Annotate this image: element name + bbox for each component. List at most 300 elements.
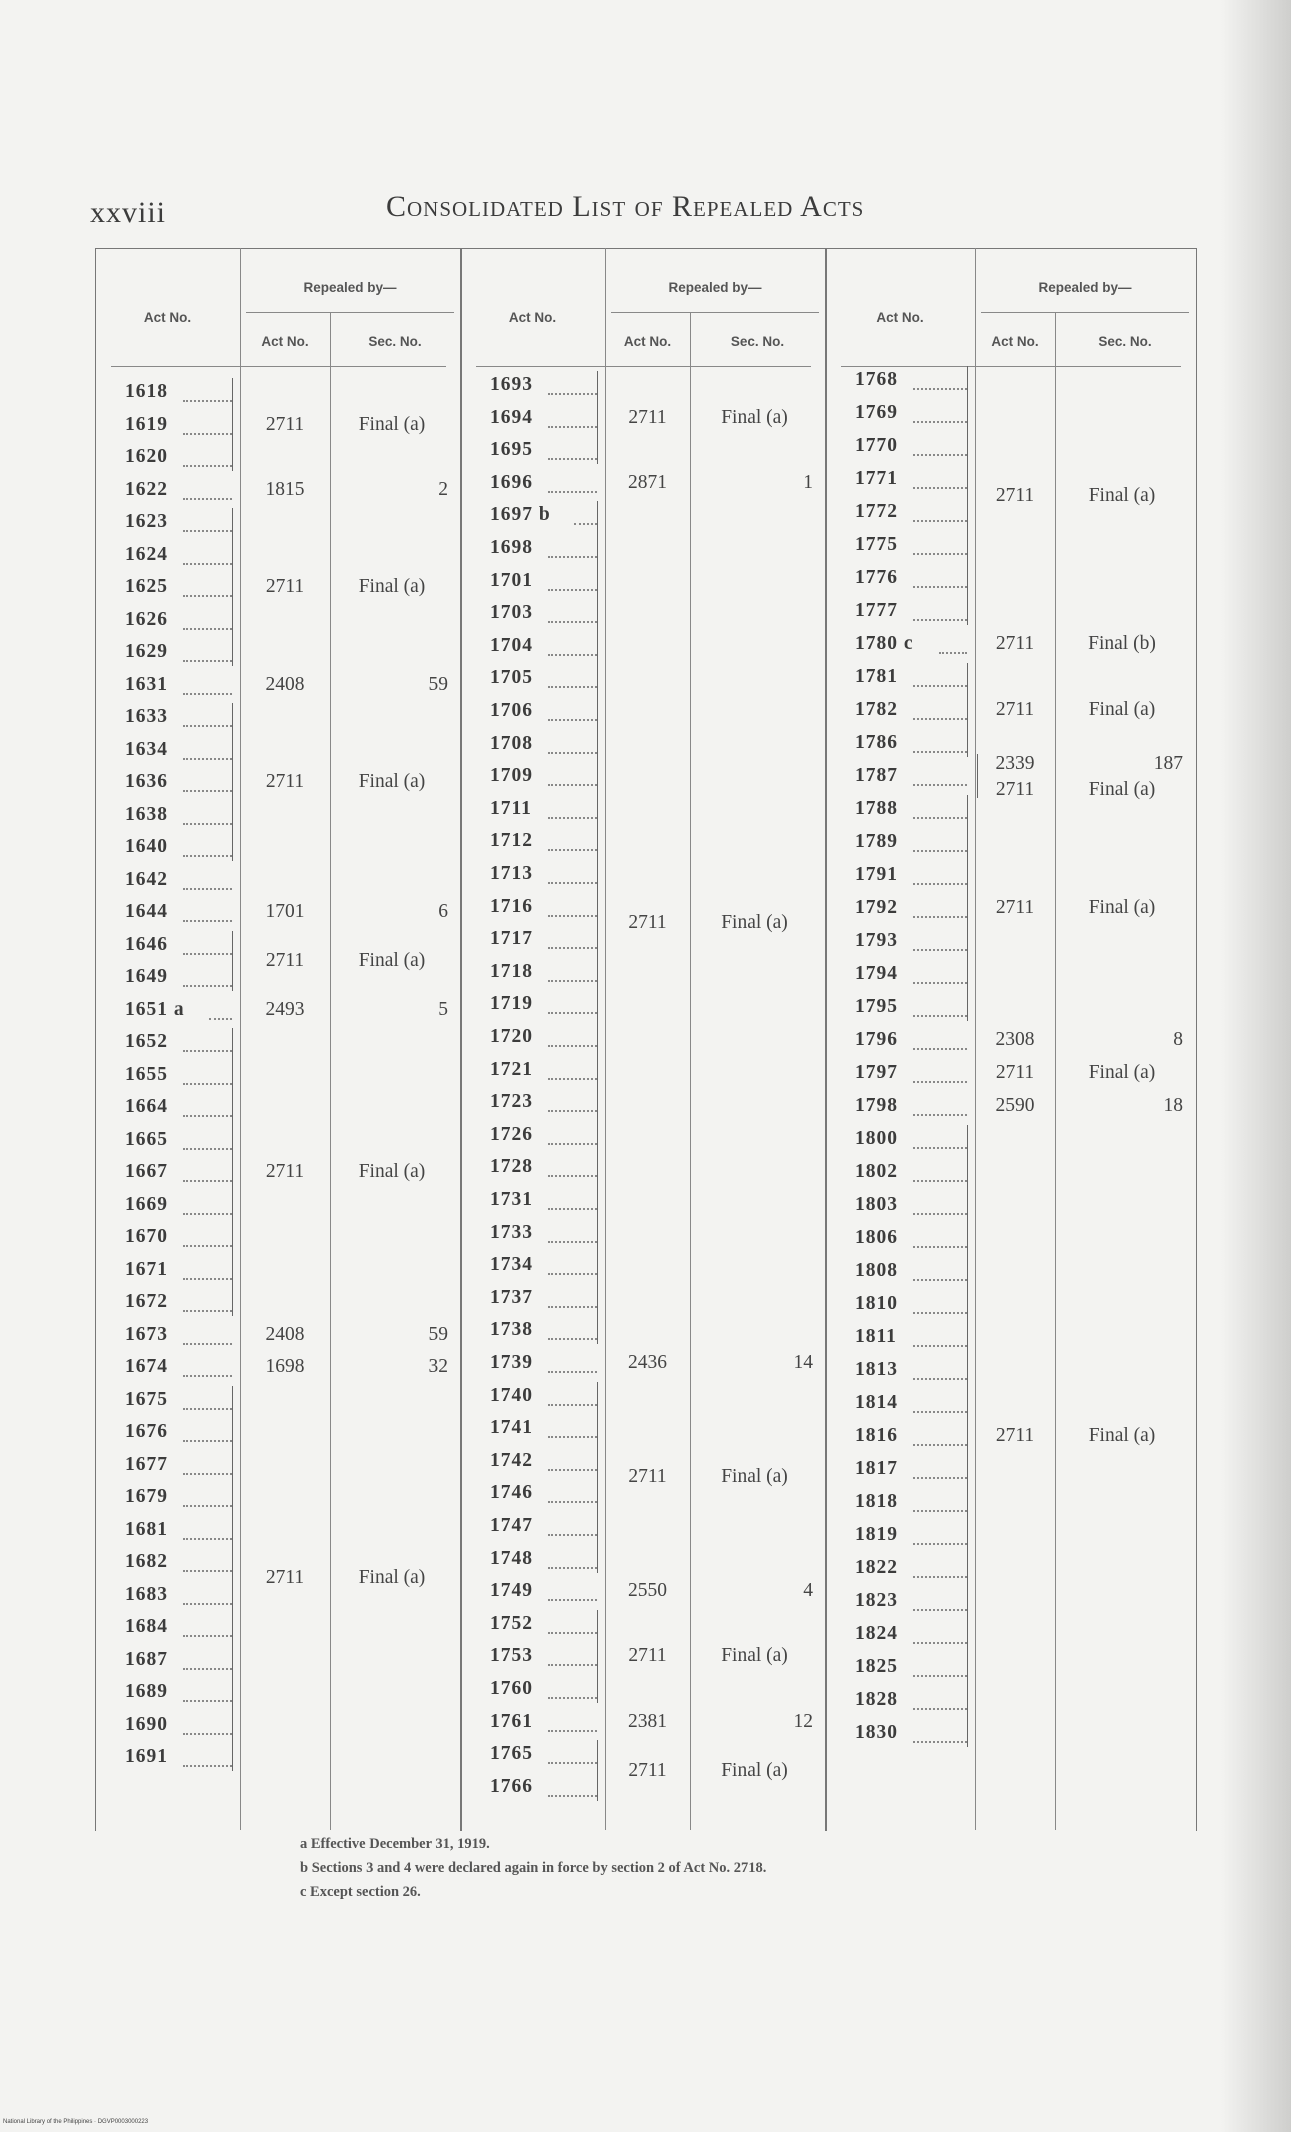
act-number: 1734	[490, 1254, 533, 1276]
leader-dots	[183, 1278, 232, 1280]
act-number: 1640	[125, 836, 168, 857]
repealing-act-number: 2711	[628, 1466, 667, 1488]
act-number: 1682	[125, 1551, 168, 1572]
act-number: 1669	[125, 1193, 168, 1215]
act-number: 1633	[125, 706, 168, 727]
repealing-section-number: Final (a)	[1088, 699, 1156, 720]
act-number: 1644	[125, 901, 168, 922]
act-number: 1623	[125, 511, 168, 532]
repealing-section-number: Final (a)	[721, 1466, 788, 1488]
repealing-section-number: Final (a)	[721, 1759, 788, 1781]
act-number: 1791	[855, 864, 898, 885]
leader-dots	[548, 1208, 597, 1210]
act-number: 1689	[125, 1681, 168, 1702]
leader-dots	[548, 980, 597, 982]
leader-dots	[913, 1510, 967, 1512]
leader-dots	[183, 1375, 232, 1377]
leader-dots	[548, 1469, 597, 1471]
leader-dots	[183, 628, 232, 630]
leader-dots	[548, 1501, 597, 1503]
act-number: 1819	[855, 1524, 898, 1545]
act-number: 1824	[855, 1623, 898, 1644]
page-title: Consolidated List of Repealed Acts	[386, 190, 865, 223]
act-number: 1830	[855, 1722, 898, 1743]
scan-credit: National Library of the Philippines · DGVP0003000223	[3, 2119, 149, 2125]
leader-dots	[548, 491, 597, 493]
leader-dots	[548, 1664, 597, 1666]
leader-dots	[183, 563, 232, 565]
act-number: 1761	[490, 1710, 533, 1732]
repealing-act-number: 2308	[995, 1029, 1035, 1050]
leader-dots	[913, 454, 967, 456]
repealing-section-number: Final (a)	[1088, 1425, 1156, 1446]
group-brace	[597, 501, 603, 1344]
act-number: 1676	[125, 1421, 168, 1442]
leader-dots	[548, 947, 597, 949]
repealing-act-number: 2711	[265, 771, 305, 792]
footnote-a: a Effective December 31, 1919.	[300, 1836, 490, 1852]
leader-dots	[913, 1444, 967, 1446]
act-number: 1720	[490, 1026, 533, 1047]
act-number: 1706	[490, 700, 533, 721]
repealing-act-number: 2711	[995, 897, 1035, 918]
page-number: xxviii	[90, 196, 167, 229]
repealing-act-number: 2711	[265, 576, 305, 597]
act-number: 1788	[855, 798, 898, 819]
act-number: 1777	[855, 600, 898, 621]
act-number: 1636	[125, 771, 168, 792]
repealing-act-number: 2711	[265, 413, 305, 435]
act-number: 1716	[490, 895, 533, 917]
act-number: 1674	[125, 1356, 168, 1377]
leader-dots	[183, 1180, 232, 1182]
act-number: 1803	[855, 1194, 898, 1215]
act-number: 1739	[490, 1352, 533, 1373]
act-number: 1646	[125, 933, 168, 955]
act-number: 1742	[490, 1449, 533, 1471]
act-number: 1738	[490, 1319, 533, 1341]
group-brace	[232, 703, 238, 861]
repealing-section-number: Final (a)	[721, 406, 788, 428]
repealing-section-number: 4	[803, 1580, 813, 1602]
repealing-act-number: 2493	[265, 998, 305, 1020]
leader-dots	[183, 400, 232, 402]
leader-dots	[913, 1543, 967, 1545]
repealing-section-number: Final (a)	[358, 771, 426, 792]
act-number: 1629	[125, 641, 168, 662]
leader-dots	[548, 1306, 597, 1308]
act-number: 1728	[490, 1156, 533, 1178]
repealing-act-number: 2711	[265, 949, 305, 971]
leader-dots	[209, 1018, 232, 1020]
act-number: 1765	[490, 1743, 533, 1765]
act-number: 1719	[490, 993, 533, 1015]
leader-dots	[913, 619, 967, 621]
act-number: 1822	[855, 1557, 898, 1578]
header-repealed-by: Repealed by—	[668, 280, 762, 295]
leader-dots	[913, 1345, 967, 1347]
act-number: 1798	[855, 1095, 898, 1116]
leader-dots	[913, 388, 967, 390]
leader-dots	[183, 1245, 232, 1247]
leader-dots	[183, 465, 232, 467]
leader-dots	[913, 751, 967, 753]
header-sub-sec-no: Sec. No.	[1098, 334, 1152, 349]
leader-dots	[183, 1733, 232, 1735]
group-brace	[597, 1382, 603, 1573]
act-number: 1642	[125, 868, 168, 890]
leader-dots	[548, 1175, 597, 1177]
act-number: 1795	[855, 996, 898, 1017]
repealing-act-number: 2590	[995, 1095, 1035, 1116]
act-number: 1701	[490, 569, 533, 591]
leader-dots	[183, 855, 232, 857]
act-number: 1709	[490, 765, 533, 787]
act-number: 1684	[125, 1616, 168, 1637]
leader-dots	[183, 1635, 232, 1637]
act-number: 1703	[490, 602, 533, 624]
leader-dots	[913, 883, 967, 885]
leader-dots	[548, 719, 597, 721]
header-rule	[981, 312, 1189, 313]
leader-dots	[183, 1668, 232, 1670]
repealing-section-number: 2	[438, 478, 448, 500]
leader-dots	[548, 1697, 597, 1699]
leader-dots	[183, 595, 232, 597]
leader-dots	[913, 1246, 967, 1248]
group-brace	[967, 663, 973, 757]
column-divider	[975, 248, 976, 1830]
leader-dots	[548, 458, 597, 460]
act-number: 1618	[125, 381, 168, 402]
repealing-act-number: 2711	[995, 779, 1035, 800]
repealing-act-number: 2711	[995, 484, 1035, 506]
leader-dots	[913, 850, 967, 852]
leader-dots	[183, 1700, 232, 1702]
leader-dots	[548, 752, 597, 754]
act-number: 1731	[490, 1189, 533, 1210]
repealing-act-number: 2711	[995, 633, 1035, 654]
leader-dots	[183, 920, 232, 922]
act-number: 1817	[855, 1458, 898, 1479]
leader-dots	[548, 1273, 597, 1275]
header-repealed-by: Repealed by—	[303, 280, 397, 295]
leader-dots	[939, 652, 967, 654]
act-number: 1671	[125, 1258, 168, 1280]
header-sub-act-no: Act No.	[261, 334, 309, 349]
act-number: 1797	[855, 1062, 898, 1083]
repealing-act-number: 2339	[995, 753, 1035, 774]
leader-dots	[183, 1343, 232, 1345]
leader-dots	[548, 556, 597, 558]
header-bottom-rule	[476, 366, 811, 367]
leader-dots	[913, 520, 967, 522]
leader-dots	[548, 589, 597, 591]
leader-dots	[913, 1147, 967, 1149]
leader-dots	[183, 498, 232, 500]
act-number: 1808	[855, 1260, 898, 1281]
act-number: 1626	[125, 608, 168, 630]
act-number: 1675	[125, 1388, 168, 1410]
repealing-section-number: 6	[438, 901, 448, 922]
header-act-no: Act No.	[508, 310, 557, 325]
leader-dots	[183, 888, 232, 890]
act-number: 1806	[855, 1227, 898, 1248]
repealing-act-number: 2436	[628, 1352, 667, 1373]
act-number: 1737	[490, 1286, 533, 1308]
act-number: 1698	[490, 537, 533, 558]
repealing-act-number: 2550	[628, 1580, 667, 1602]
leader-dots	[548, 1599, 597, 1601]
repealing-section-number: 14	[793, 1352, 813, 1373]
column-divider	[1055, 312, 1056, 1830]
act-number: 1814	[855, 1392, 898, 1413]
repealing-section-number: Final (a)	[358, 1161, 426, 1182]
act-number: 1813	[855, 1359, 898, 1380]
leader-dots	[183, 1570, 232, 1572]
repealing-section-number: Final (a)	[358, 1567, 426, 1589]
act-number: 1787	[855, 765, 898, 786]
leader-dots	[548, 1110, 597, 1112]
group-brace	[232, 1028, 238, 1316]
act-number: 1740	[490, 1384, 533, 1406]
repealing-act-number: 2711	[628, 911, 667, 933]
leader-dots	[548, 1241, 597, 1243]
header-sub-act-no: Act No.	[991, 334, 1039, 349]
act-number: 1752	[490, 1612, 533, 1634]
leader-dots	[548, 1078, 597, 1080]
leader-dots	[913, 1576, 967, 1578]
act-number: 1786	[855, 732, 898, 753]
act-number: 1625	[125, 576, 168, 597]
act-number: 1741	[490, 1417, 533, 1439]
group-brace	[967, 795, 973, 1021]
act-number: 1766	[490, 1775, 533, 1797]
column-divider	[690, 312, 691, 1830]
header-sub-sec-no: Sec. No.	[368, 334, 422, 349]
act-number: 1649	[125, 966, 168, 987]
repealing-section-number: Final (a)	[721, 1645, 788, 1667]
repealing-section-number: Final (a)	[1088, 1062, 1156, 1083]
act-number: 1624	[125, 543, 168, 565]
leader-dots	[913, 1048, 967, 1050]
act-number: 1796	[855, 1029, 898, 1050]
leader-dots	[183, 1505, 232, 1507]
act-number: 1811	[855, 1326, 897, 1347]
act-number: 1687	[125, 1648, 168, 1670]
act-number: 1733	[490, 1221, 533, 1243]
act-number: 1810	[855, 1293, 898, 1314]
act-number: 1794	[855, 963, 898, 984]
leader-dots	[183, 1083, 232, 1085]
header-act-no: Act No.	[876, 310, 924, 325]
repealing-act-number: 2711	[995, 1062, 1035, 1083]
act-number: 1818	[855, 1491, 898, 1512]
act-number: 1717	[490, 928, 533, 950]
leader-dots	[548, 686, 597, 688]
leader-dots	[183, 1408, 232, 1410]
repealing-section-number: Final (a)	[358, 576, 426, 597]
act-number: 1718	[490, 960, 533, 982]
leader-dots	[548, 1045, 597, 1047]
act-number: 1681	[125, 1518, 168, 1540]
column-divider	[605, 248, 606, 1830]
leader-dots	[913, 1279, 967, 1281]
leader-dots	[548, 1567, 597, 1569]
act-number: 1772	[855, 501, 898, 522]
leader-dots	[913, 421, 967, 423]
group-brace	[977, 754, 983, 798]
repealing-act-number: 2711	[628, 1759, 667, 1781]
repealing-act-number: 1701	[265, 901, 305, 922]
leader-dots	[913, 1642, 967, 1644]
repealing-section-number: 1	[803, 471, 813, 493]
act-number: 1620	[125, 446, 168, 467]
act-number: 1712	[490, 830, 533, 852]
leader-dots	[183, 1538, 232, 1540]
group-brace	[232, 931, 238, 992]
leader-dots	[913, 586, 967, 588]
act-number: 1693	[490, 374, 533, 395]
footnote-c: c Except section 26.	[300, 1884, 421, 1900]
act-number: 1683	[125, 1583, 168, 1605]
act-number: 1768	[855, 369, 898, 390]
act-number: 1776	[855, 567, 898, 588]
leader-dots	[183, 530, 232, 532]
repealing-section-number: Final (b)	[1088, 633, 1156, 654]
leader-dots	[183, 1310, 232, 1312]
leader-dots	[548, 621, 597, 623]
repealing-section-number: Final (a)	[721, 911, 788, 933]
act-number: 1760	[490, 1678, 533, 1699]
group-brace	[597, 1740, 603, 1801]
group-brace	[232, 378, 238, 471]
leader-dots	[548, 784, 597, 786]
act-number: 1825	[855, 1656, 898, 1677]
leader-dots	[183, 1473, 232, 1475]
leader-dots	[913, 1081, 967, 1083]
leader-dots	[183, 985, 232, 987]
leader-dots	[913, 487, 967, 489]
act-number: 1782	[855, 699, 898, 720]
repealing-section-number: 59	[428, 673, 448, 695]
act-number: 1748	[490, 1547, 533, 1569]
leader-dots	[548, 426, 597, 428]
leader-dots	[548, 817, 597, 819]
header-repealed-by: Repealed by—	[1038, 280, 1132, 295]
leader-dots	[183, 693, 232, 695]
leader-dots	[913, 1015, 967, 1017]
leader-dots	[913, 982, 967, 984]
header-bottom-rule	[111, 366, 446, 367]
act-number: 1769	[855, 402, 898, 423]
act-number: 1664	[125, 1096, 168, 1117]
repealing-act-number: 2711	[265, 1161, 305, 1182]
act-number: 1638	[125, 803, 168, 825]
leader-dots	[548, 654, 597, 656]
act-number: 1780 c	[855, 633, 914, 654]
repealing-section-number: Final (a)	[1088, 484, 1156, 506]
leader-dots	[574, 523, 597, 525]
leader-dots	[913, 949, 967, 951]
repealing-section-number: 8	[1173, 1029, 1183, 1050]
leader-dots	[548, 1632, 597, 1634]
act-number: 1652	[125, 1031, 168, 1052]
repealing-section-number: 12	[793, 1710, 813, 1732]
leader-dots	[913, 1411, 967, 1413]
repealing-section-number: 5	[438, 998, 448, 1020]
act-number: 1704	[490, 634, 533, 656]
leader-dots	[913, 1378, 967, 1380]
leader-dots	[548, 1143, 597, 1145]
leader-dots	[548, 849, 597, 851]
act-number: 1679	[125, 1486, 168, 1507]
act-number: 1665	[125, 1128, 168, 1150]
group-brace	[232, 1386, 238, 1772]
leader-dots	[183, 790, 232, 792]
act-number: 1816	[855, 1425, 898, 1446]
act-number: 1802	[855, 1161, 898, 1182]
leader-dots	[913, 685, 967, 687]
column-divider	[330, 312, 331, 1830]
leader-dots	[913, 1213, 967, 1215]
header-sub-act-no: Act No.	[623, 334, 672, 349]
act-number: 1792	[855, 897, 898, 918]
act-number: 1711	[490, 797, 532, 819]
leader-dots	[548, 882, 597, 884]
repealing-act-number: 1815	[265, 478, 305, 500]
leader-dots	[913, 817, 967, 819]
group-brace	[232, 508, 238, 666]
group-brace	[597, 371, 603, 464]
act-number: 1771	[855, 468, 898, 489]
repealing-section-number: 18	[1163, 1095, 1183, 1116]
act-number: 1723	[490, 1091, 533, 1113]
act-number: 1634	[125, 738, 168, 760]
leader-dots	[183, 758, 232, 760]
act-number: 1775	[855, 534, 898, 555]
leader-dots	[913, 1708, 967, 1710]
repealing-act-number: 2381	[628, 1710, 667, 1732]
leader-dots	[548, 1371, 597, 1373]
leader-dots	[548, 393, 597, 395]
act-number: 1622	[125, 478, 168, 500]
leader-dots	[548, 1762, 597, 1764]
leader-dots	[548, 1795, 597, 1797]
repealing-act-number: 2871	[628, 471, 667, 493]
act-number: 1667	[125, 1161, 168, 1182]
page-edge-shadow	[1221, 0, 1291, 2132]
act-number: 1726	[490, 1123, 533, 1145]
act-number: 1747	[490, 1515, 533, 1536]
header-rule	[611, 312, 819, 313]
act-number: 1691	[125, 1746, 168, 1767]
leader-dots	[548, 1404, 597, 1406]
act-number: 1673	[125, 1323, 168, 1345]
act-number: 1823	[855, 1590, 898, 1611]
repealing-act-number: 2711	[995, 1425, 1035, 1446]
act-number: 1619	[125, 413, 168, 435]
leader-dots	[183, 1148, 232, 1150]
act-number: 1781	[855, 666, 898, 687]
leader-dots	[913, 1477, 967, 1479]
leader-dots	[183, 1440, 232, 1442]
act-number: 1828	[855, 1689, 898, 1710]
act-number: 1708	[490, 732, 533, 754]
repealing-act-number: 2408	[265, 673, 305, 695]
repealing-section-number: 59	[428, 1323, 448, 1345]
act-number: 1746	[490, 1482, 533, 1504]
